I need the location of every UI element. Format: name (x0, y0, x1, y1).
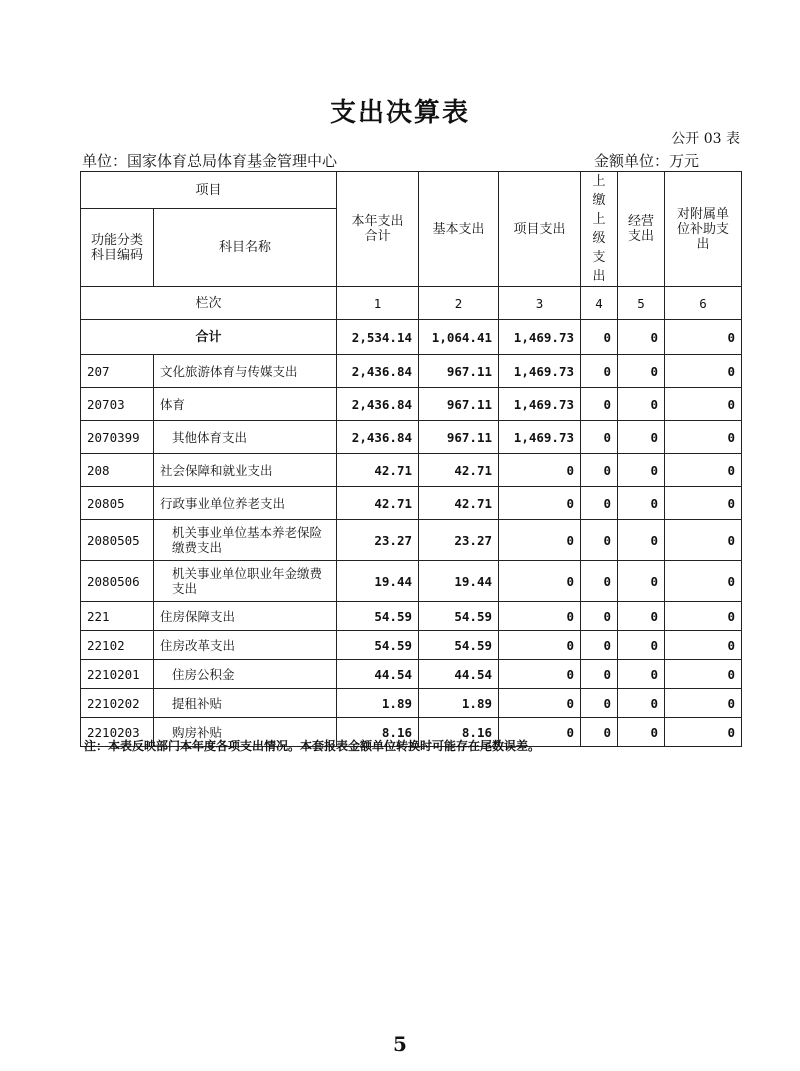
row-value: 19.44 (337, 561, 419, 602)
row-value: 0 (665, 388, 742, 421)
row-value: 0 (665, 602, 742, 631)
row-value: 2,436.84 (337, 421, 419, 454)
table-row (81, 355, 742, 388)
row-value: 1,469.73 (499, 421, 581, 454)
row-value: 0 (618, 454, 665, 487)
row-value: 8.16 (337, 718, 419, 747)
row-value: 0 (581, 561, 618, 602)
total-value: 0 (665, 320, 742, 355)
column-row-label: 栏次 (81, 287, 337, 320)
table-row (81, 388, 742, 421)
total-value: 0 (581, 320, 618, 355)
row-value: 0 (581, 487, 618, 520)
row-value: 0 (618, 660, 665, 689)
row-value: 0 (581, 660, 618, 689)
header-subsidy: 对附属单位补助支出 (665, 172, 742, 287)
page-number: 5 (393, 1032, 407, 1056)
header-upper-text: 上缴上级支出 (592, 174, 606, 284)
row-subject-name: 住房保障支出 (154, 602, 337, 631)
row-value: 23.27 (419, 520, 499, 561)
row-value: 1,469.73 (499, 388, 581, 421)
row-value: 1.89 (419, 689, 499, 718)
row-code: 2080506 (81, 561, 154, 602)
row-subject-name: 购房补贴 (154, 718, 337, 747)
row-value: 1,469.73 (499, 355, 581, 388)
total-value: 0 (618, 320, 665, 355)
row-value: 2,436.84 (337, 355, 419, 388)
row-subject-name: 住房改革支出 (154, 631, 337, 660)
row-value: 0 (499, 631, 581, 660)
row-value: 19.44 (419, 561, 499, 602)
header-basic: 基本支出 (419, 172, 499, 287)
row-value: 0 (499, 718, 581, 747)
row-value: 0 (499, 454, 581, 487)
row-value: 8.16 (419, 718, 499, 747)
row-value: 0 (665, 660, 742, 689)
col-num: 3 (499, 287, 581, 320)
row-value: 54.59 (419, 602, 499, 631)
table-row (81, 561, 742, 602)
row-subject-name: 社会保障和就业支出 (154, 454, 337, 487)
row-value: 0 (581, 388, 618, 421)
row-value: 1.89 (337, 689, 419, 718)
col-num: 2 (419, 287, 499, 320)
row-code: 207 (81, 355, 154, 388)
row-code: 20703 (81, 388, 154, 421)
row-value: 23.27 (337, 520, 419, 561)
row-value: 0 (618, 561, 665, 602)
table-row (81, 689, 742, 718)
row-value: 0 (665, 561, 742, 602)
row-value: 0 (499, 561, 581, 602)
row-value: 54.59 (419, 631, 499, 660)
row-code: 22102 (81, 631, 154, 660)
header-business: 经营支出 (618, 172, 665, 287)
row-value: 0 (618, 631, 665, 660)
row-value: 0 (499, 602, 581, 631)
row-value: 0 (581, 520, 618, 561)
row-value: 44.54 (419, 660, 499, 689)
row-value: 967.11 (419, 421, 499, 454)
total-value: 1,469.73 (499, 320, 581, 355)
total-value: 2,534.14 (337, 320, 419, 355)
row-subject-name: 提租补贴 (154, 689, 337, 718)
row-value: 967.11 (419, 355, 499, 388)
header-func-code: 功能分类科目编码 (81, 209, 154, 287)
table-row (81, 602, 742, 631)
row-value: 42.71 (337, 454, 419, 487)
row-subject-name: 体育 (154, 388, 337, 421)
row-code: 221 (81, 602, 154, 631)
header-project: 项目支出 (499, 172, 581, 287)
table-row (81, 631, 742, 660)
col-num: 5 (618, 287, 665, 320)
col-num: 4 (581, 287, 618, 320)
table-row (81, 487, 742, 520)
table-row (81, 454, 742, 487)
row-value: 0 (581, 421, 618, 454)
row-value: 0 (665, 355, 742, 388)
row-value: 0 (618, 520, 665, 561)
row-value: 0 (618, 421, 665, 454)
column-number-row (81, 287, 742, 320)
row-subject-name: 机关事业单位职业年金缴费支出 (154, 561, 337, 602)
row-code: 2210203 (81, 718, 154, 747)
row-subject-name: 行政事业单位养老支出 (154, 487, 337, 520)
row-value: 0 (499, 487, 581, 520)
row-value: 0 (618, 388, 665, 421)
row-value: 0 (665, 487, 742, 520)
form-number: 公开 03 表 (671, 131, 740, 147)
row-value: 0 (665, 631, 742, 660)
row-value: 0 (581, 454, 618, 487)
row-value: 0 (665, 454, 742, 487)
row-subject-name: 其他体育支出 (154, 421, 337, 454)
row-value: 0 (665, 718, 742, 747)
row-code: 2210202 (81, 689, 154, 718)
row-value: 0 (618, 602, 665, 631)
row-value: 0 (665, 421, 742, 454)
row-value: 54.59 (337, 631, 419, 660)
row-subject-name: 机关事业单位基本养老保险缴费支出 (154, 520, 337, 561)
table-row (81, 660, 742, 689)
row-value: 0 (499, 660, 581, 689)
row-value: 2,436.84 (337, 388, 419, 421)
row-code: 208 (81, 454, 154, 487)
expenditure-table (80, 171, 742, 747)
row-value: 0 (618, 718, 665, 747)
row-value: 42.71 (419, 487, 499, 520)
row-value: 42.71 (337, 487, 419, 520)
row-code: 2070399 (81, 421, 154, 454)
header-subject-name: 科目名称 (154, 209, 337, 287)
table-row (81, 520, 742, 561)
row-value: 42.71 (419, 454, 499, 487)
row-code: 20805 (81, 487, 154, 520)
row-value: 0 (665, 520, 742, 561)
document-title: 支出决算表 (329, 98, 470, 128)
row-code: 2080505 (81, 520, 154, 561)
col-num: 1 (337, 287, 419, 320)
row-value: 0 (499, 520, 581, 561)
row-value: 54.59 (337, 602, 419, 631)
row-subject-name: 住房公积金 (154, 660, 337, 689)
row-value: 0 (618, 487, 665, 520)
header-upper (581, 172, 618, 287)
row-value: 0 (581, 718, 618, 747)
total-row (81, 320, 742, 355)
total-value: 1,064.41 (419, 320, 499, 355)
row-value: 0 (581, 631, 618, 660)
row-value: 967.11 (419, 388, 499, 421)
col-num: 6 (665, 287, 742, 320)
amount-unit: 金额单位：万元 (594, 152, 700, 170)
row-value: 0 (581, 355, 618, 388)
footnote: 注：本表反映部门本年度各项支出情况。本套报表金额单位转换时可能存在尾数误差。 (84, 739, 541, 753)
total-label: 合计 (81, 320, 337, 355)
reporting-unit: 单位：国家体育总局体育基金管理中心 (82, 152, 338, 170)
row-subject-name: 文化旅游体育与传媒支出 (154, 355, 337, 388)
row-value: 0 (665, 689, 742, 718)
row-value: 0 (618, 355, 665, 388)
table-row (81, 421, 742, 454)
row-value: 0 (499, 689, 581, 718)
header-total: 本年支出合计 (337, 172, 419, 287)
row-value: 44.54 (337, 660, 419, 689)
row-value: 0 (581, 602, 618, 631)
row-value: 0 (618, 689, 665, 718)
row-value: 0 (581, 689, 618, 718)
row-code: 2210201 (81, 660, 154, 689)
header-item: 项目 (81, 172, 337, 209)
